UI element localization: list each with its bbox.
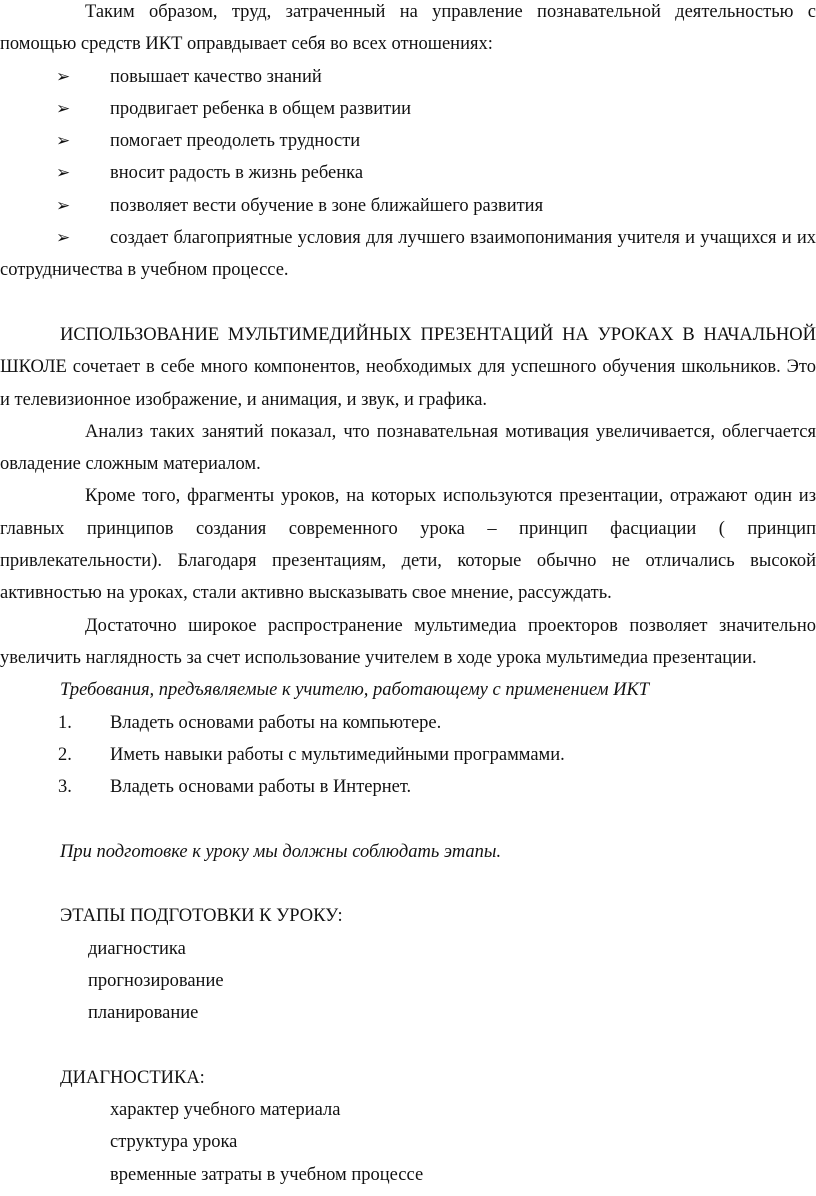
benefit-item (0, 61, 816, 93)
analysis-line: Анализ таких занятий показал, что познавательная мотивация увеличивается, облегчается (85, 421, 816, 442)
benefit-text: помогает преодолеть трудности (110, 131, 361, 152)
arrow-bullet-icon: ➢ (56, 195, 71, 215)
preparation-note: При подготовке к уроку мы должны соблюдать этапы. (60, 841, 502, 862)
benefit-text: создает благоприятные условия для лучшего взаимопонимания учителя и учащихся и их (110, 228, 816, 249)
arrow-bullet-icon: ➢ (56, 228, 71, 248)
intro-line: Таким образом, труд, затраченный на управление познавательной деятельностью с (85, 2, 816, 22)
stage-item: планирование (88, 1003, 199, 1024)
benefit-item (0, 157, 816, 189)
benefit-text: продвигает ребенка в общем развитии (110, 98, 412, 119)
fragments-line: активностью на уроках, стали активно высказывать свое мнение, рассуждать. (0, 583, 612, 604)
requirement-text: Иметь навыки работы с мультимедийными программами. (110, 744, 565, 765)
stages-title: ЭТАПЫ ПОДГОТОВКИ К УРОКУ: (60, 906, 343, 927)
arrow-bullet-icon: ➢ (56, 163, 71, 183)
item-number: 2. (58, 744, 72, 765)
diagnostics-item: характер учебного материала (110, 1100, 341, 1121)
multimedia-line: ИСПОЛЬЗОВАНИЕ МУЛЬТИМЕДИЙНЫХ ПРЕЗЕНТАЦИЙ НА УРОКАХ В НАЧАЛЬНОЙ (60, 324, 816, 345)
requirement-item (0, 707, 816, 739)
analysis-line: овладение сложным материалом. (0, 454, 261, 475)
benefit-item (0, 190, 816, 222)
item-number: 3. (58, 777, 72, 798)
multimedia-line: и телевизионное изображение, и анимация, и звук, и графика. (0, 389, 488, 410)
benefit-item (0, 222, 816, 254)
requirements-title: Требования, предъявляемые к учителю, работающему с применением ИКТ (60, 680, 650, 701)
multimedia-line: ШКОЛЕ сочетает в себе много компонентов, необходимых для успешного обучения школьников. Это (0, 357, 816, 378)
arrow-bullet-icon: ➢ (56, 98, 71, 118)
requirement-text: Владеть основами работы в Интернет. (110, 777, 412, 798)
benefit-text: позволяет вести обучение в зоне ближайшего развития (110, 195, 544, 216)
stage-item: прогнозирование (88, 970, 224, 991)
stage-item: диагностика (88, 938, 186, 959)
diagnostics-item: структура урока (110, 1132, 238, 1153)
fragments-line: Кроме того, фрагменты уроков, на которых используются презентации, отражают один из (85, 486, 816, 507)
benefit-item (0, 93, 816, 125)
item-number: 1. (58, 712, 72, 733)
benefit-continuation: сотрудничества в учебном процессе. (0, 260, 289, 281)
benefit-item (0, 125, 816, 157)
arrow-bullet-icon: ➢ (56, 66, 71, 86)
fragments-line: привлекательности). Благодаря презентациям, дети, которые обычно не отличались высокой (0, 551, 816, 572)
requirement-text: Владеть основами работы на компьютере. (110, 712, 442, 733)
benefit-text: повышает качество знаний (110, 66, 322, 87)
diagnostics-title: ДИАГНОСТИКА: (60, 1067, 205, 1088)
requirement-item (0, 739, 816, 771)
projectors-line: Достаточно широкое распространение мультимедиа проекторов позволяет значительно (85, 615, 816, 636)
intro-line: помощью средств ИКТ оправдывает себя во всех отношениях: (0, 34, 493, 55)
benefit-text: вносит радость в жизнь ребенка (110, 163, 364, 184)
diagnostics-item: временные затраты в учебном процессе (110, 1164, 424, 1185)
arrow-bullet-icon: ➢ (56, 131, 71, 151)
requirement-item (0, 771, 816, 803)
fragments-line: главных принципов создания современного урока – принцип фасциации ( принцип (0, 518, 816, 539)
projectors-line: увеличить наглядность за счет использование учителем в ходе урока мультимедиа презентации. (0, 647, 757, 668)
